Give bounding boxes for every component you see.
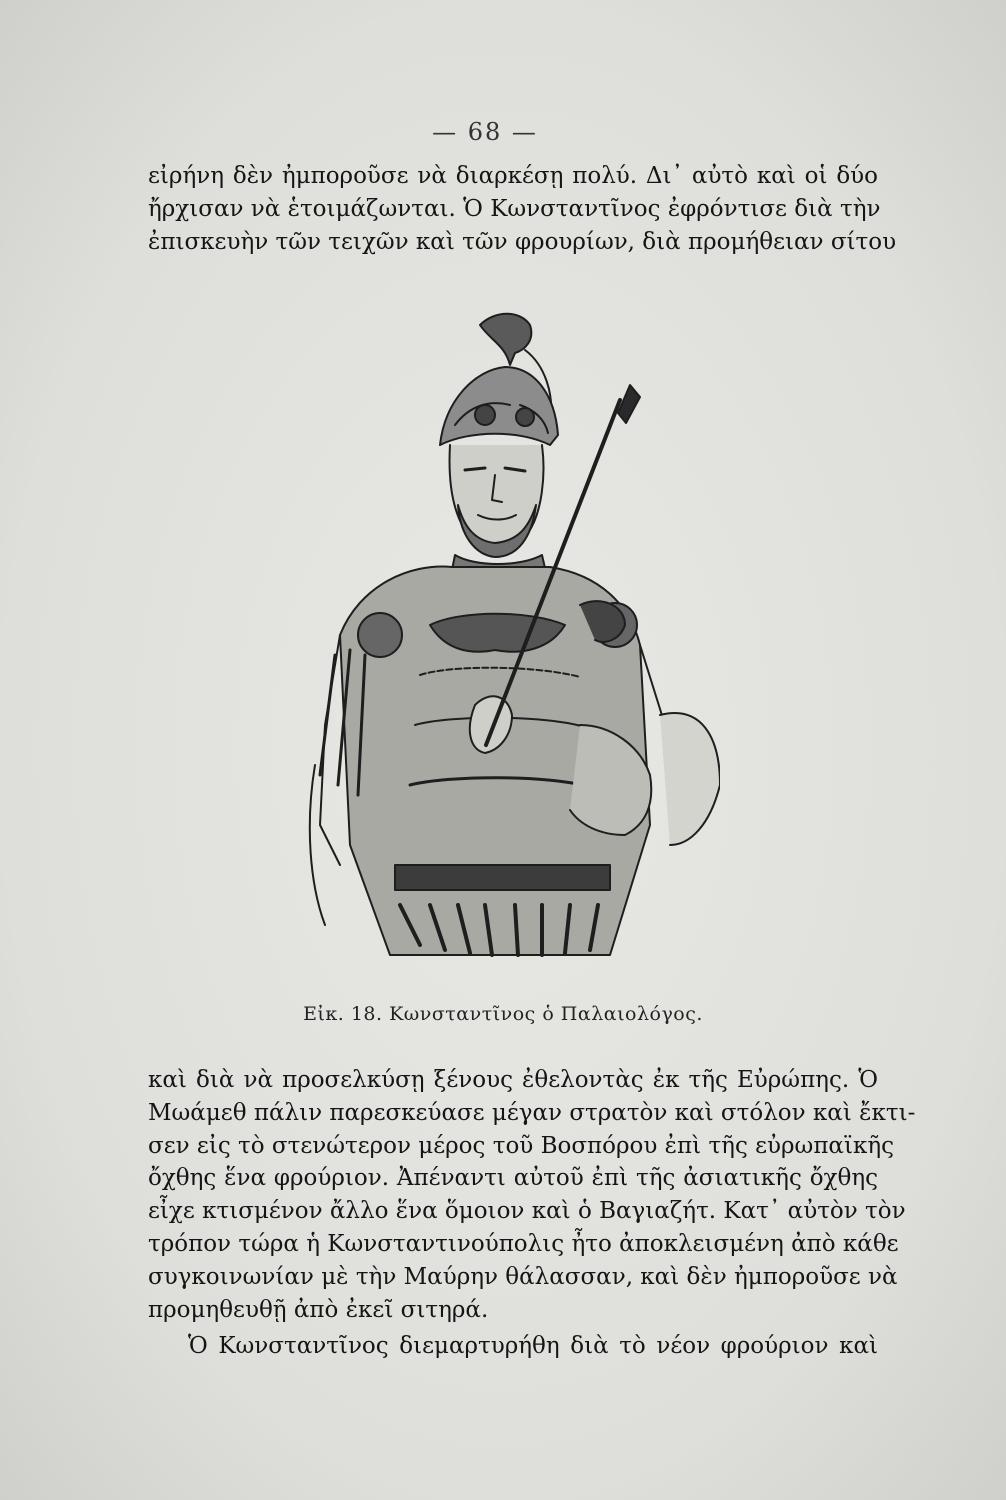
- figure-caption: Εἰκ. 18. Κωνσταντῖνος ὁ Παλαιολόγος.: [303, 1003, 703, 1025]
- text-line: Μωάμεθ πάλιν παρεσκεύασε μέγαν στρατὸν καὶ στόλον καὶ ἔκτι-: [148, 1099, 916, 1126]
- text-line: ἤρχισαν νὰ ἑτοιμάζωνται. Ὁ Κωνσταντῖνος ἐφρόντισε διὰ τὴν: [148, 195, 881, 222]
- text-line: Ὁ Κωνσταντῖνος διεμαρτυρήθη διὰ τὸ νέον φρούριον καὶ: [188, 1333, 878, 1359]
- portrait-illustration: [280, 305, 720, 965]
- text-line: τρόπον τώρα ἡ Κωνσταντινούπολις ἦτο ἀποκλεισμένη ἀπὸ κάθε: [148, 1230, 899, 1257]
- text-line: συγκοινωνίαν μὲ τὴν Μαύρην θάλασσαν, καὶ δὲν ἠμποροῦσε νὰ: [148, 1263, 898, 1290]
- text-line: εἰρήνη δὲν ἠμποροῦσε νὰ διαρκέσῃ πολύ. Δι᾽ αὐτὸ καὶ οἱ δύο: [148, 163, 878, 189]
- text-line: ὄχθης ἕνα φρούριον. Ἀπέναντι αὐτοῦ ἐπὶ τῆς ἀσιατικῆς ὄχθης: [148, 1165, 878, 1192]
- text-line: καὶ διὰ νὰ προσελκύσῃ ξένους ἐθελοντὰς ἐκ τῆς Εὐρώπης. Ὁ: [148, 1067, 878, 1093]
- top-paragraph: [148, 160, 897, 258]
- text-line: σεν εἰς τὸ στενώτερον μέρος τοῦ Βοσπόρου ἐπὶ τῆς εὐρωπαϊκῆς: [148, 1132, 895, 1159]
- page-number: — 68 —: [432, 118, 538, 146]
- text-line: εἶχε κτισμένον ἄλλο ἕνα ὅμοιον καὶ ὁ Βαγιαζήτ. Κατ᾽ αὐτὸν τὸν: [148, 1198, 906, 1225]
- text-line: προμηθευθῇ ἀπὸ ἐκεῖ σιτηρά.: [148, 1296, 489, 1323]
- bottom-paragraph: [148, 1064, 916, 1326]
- text-line: ἐπισκευὴν τῶν τειχῶν καὶ τῶν φρουρίων, διὰ προμήθειαν σίτου: [148, 228, 897, 255]
- last-paragraph: [148, 1330, 878, 1363]
